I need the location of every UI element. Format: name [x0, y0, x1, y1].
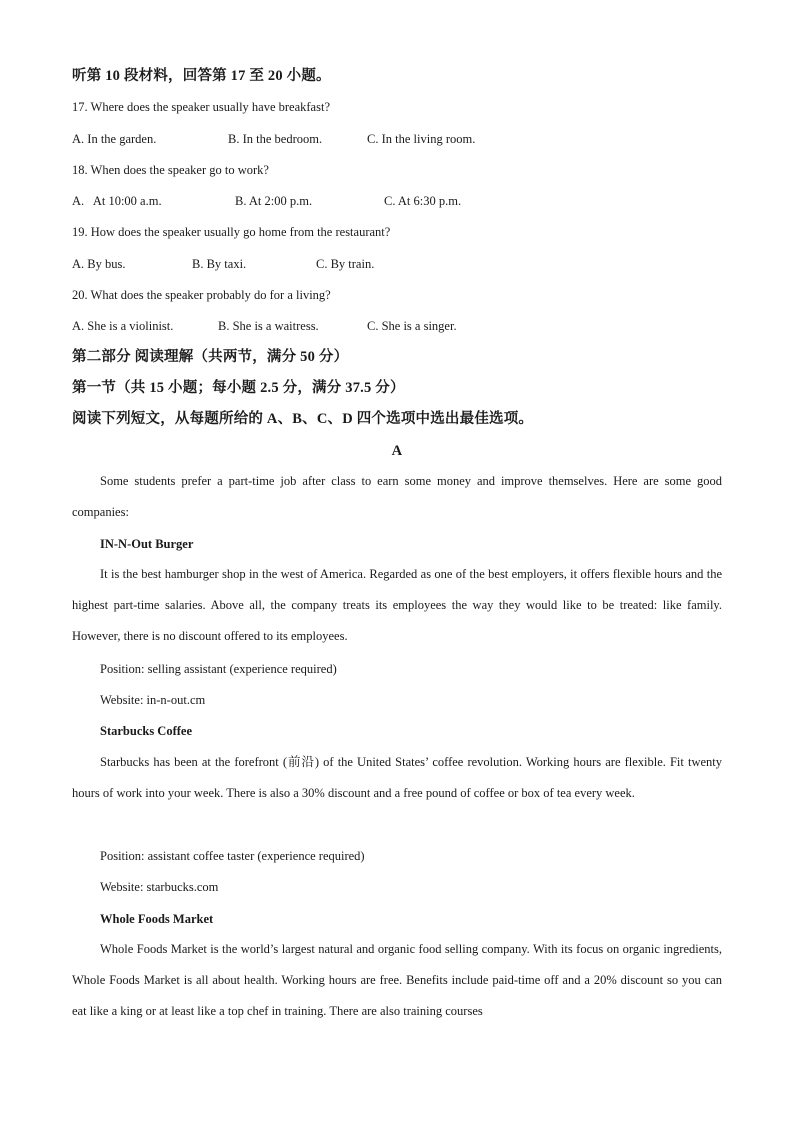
- company-name-starbucks: Starbucks Coffee: [100, 724, 193, 738]
- company-name-in-n-out: IN-N-Out Burger: [100, 537, 194, 551]
- question-19: 19. How does the speaker usually go home from the restaurant?: [72, 225, 391, 239]
- company-desc-whole-foods: [72, 934, 722, 1028]
- question-20: 20. What does the speaker probably do for a living?: [72, 288, 331, 302]
- q20-option-a: A. She is a violinist.: [72, 319, 174, 333]
- reading-instruction: 阅读下列短文，从每题所给的 A、B、C、D 四个选项中选出最佳选项。: [72, 411, 534, 427]
- q18-option-b: B. At 2:00 p.m.: [235, 194, 313, 208]
- question-17: 17. Where does the speaker usually have breakfast?: [72, 100, 330, 114]
- company-name-whole-foods: Whole Foods Market: [100, 912, 214, 926]
- question-18: 18. When does the speaker go to work?: [72, 163, 269, 177]
- reading-part-title: 第二部分 阅读理解（共两节，满分 50 分）: [72, 349, 349, 365]
- company-website-starbucks: Website: starbucks.com: [100, 880, 219, 894]
- q17-option-c: C. In the living room.: [367, 132, 476, 146]
- passage-intro: [72, 466, 722, 528]
- company-desc-in-n-out: [72, 559, 722, 653]
- q19-option-c: C. By train.: [316, 257, 375, 271]
- q19-option-a: A. By bus.: [72, 257, 126, 271]
- q18-option-c: C. At 6:30 p.m.: [384, 194, 462, 208]
- q17-option-b: B. In the bedroom.: [228, 132, 323, 146]
- q20-option-c: C. She is a singer.: [367, 319, 457, 333]
- company-position-starbucks: Position: assistant coffee taster (experience required): [100, 849, 365, 863]
- q20-option-b: B. She is a waitress.: [218, 319, 319, 333]
- q19-option-b: B. By taxi.: [192, 257, 247, 271]
- q17-option-a: A. In the garden.: [72, 132, 157, 146]
- company-position-in-n-out: Position: selling assistant (experience required): [100, 662, 337, 676]
- reading-subsection-title: 第一节（共 15 小题；每小题 2.5 分，满分 37.5 分）: [72, 380, 405, 396]
- passage-label: A: [391, 443, 403, 459]
- listening-heading: 听第 10 段材料，回答第 17 至 20 小题。: [72, 68, 331, 84]
- company-desc-whole-foods-text: Whole Foods Market is the world’s largest natural and organic food selling company. With its focus on organic ingredients, Whole Foods Market is all about health. Working hours are free. Benefits include paid-time off and a 20% discount so you can eat like a king or at least like a top chef in training. There are also training courses: [72, 942, 722, 1019]
- company-desc-starbucks-text: Starbucks has been at the forefront (前沿) of the United States’ coffee revolution. Working hours are flexible. Fit twenty hours of work into your week. There is also a 30% discount and a free pound of coffee or box of tea every week.: [72, 755, 722, 801]
- company-website-in-n-out: Website: in-n-out.cm: [100, 693, 206, 707]
- company-desc-starbucks: [72, 747, 722, 809]
- passage-intro-text: Some students prefer a part-time job after class to earn some money and improve themselves. Here are some good companies:: [72, 474, 722, 520]
- company-desc-in-n-out-text: It is the best hamburger shop in the west of America. Regarded as one of the best employers, it offers flexible hours and the highest part-time salaries. Above all, the company treats its employees the way they would like to be treated: like family. However, there is no discount offered to its employees.: [72, 567, 722, 644]
- q18-option-a: A. At 10:00 a.m.: [72, 194, 162, 208]
